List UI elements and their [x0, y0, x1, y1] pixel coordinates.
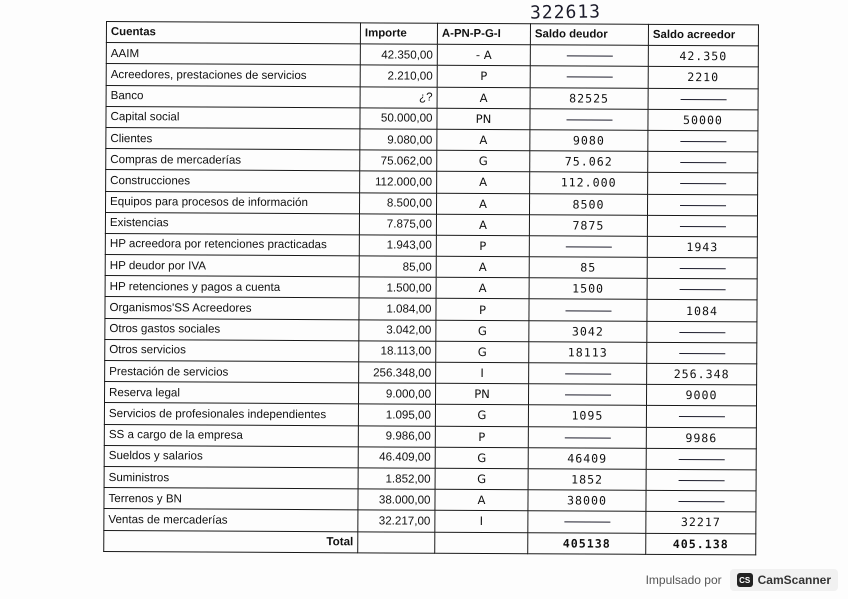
- cell-saldo-acreedor: [647, 257, 757, 279]
- cell-saldo-acreedor: [646, 406, 756, 428]
- cell-cuenta: Equipos para procesos de información: [105, 191, 359, 214]
- cell-cuenta: Sueldos y salarios: [104, 445, 358, 468]
- cell-saldo-deudor: [528, 426, 646, 448]
- total-acreedor: 405.138: [646, 533, 756, 555]
- cell-saldo-deudor: 38000: [528, 490, 646, 512]
- cell-cuenta: Servicios de profesionales independientes: [104, 403, 358, 426]
- camscanner-logo-icon: CS: [737, 573, 753, 587]
- cell-importe: 1.852,00: [358, 468, 435, 490]
- cell-saldo-deudor: 112.000: [530, 172, 648, 194]
- cell-saldo-acreedor: 256.348: [647, 363, 757, 385]
- cell-saldo-acreedor: [648, 173, 758, 195]
- cell-importe: 38.000,00: [358, 489, 435, 511]
- handwritten-dash: [566, 77, 612, 78]
- cell-saldo-deudor: [529, 236, 647, 258]
- cell-code: - A: [437, 44, 530, 66]
- cell-importe: 256.348,00: [359, 362, 436, 384]
- handwritten-dash: [564, 522, 610, 523]
- cell-saldo-deudor: 75.062: [530, 151, 648, 173]
- total-importe-empty: [358, 531, 435, 553]
- cell-code: I: [435, 511, 528, 533]
- cell-saldo-acreedor: [647, 215, 757, 237]
- cell-saldo-deudor: 1095: [528, 405, 646, 427]
- cell-importe: 1.943,00: [359, 235, 436, 257]
- handwritten-dash: [679, 353, 725, 354]
- cell-saldo-acreedor: [647, 342, 757, 364]
- cell-saldo-deudor: 8500: [529, 193, 647, 215]
- cell-cuenta: Otros servicios: [105, 339, 359, 362]
- cell-code: G: [437, 150, 530, 172]
- handwritten-dash: [678, 416, 724, 417]
- cell-code: A: [436, 214, 529, 236]
- total-code-empty: [435, 532, 528, 554]
- cell-saldo-acreedor: [648, 151, 758, 173]
- handwritten-dash: [679, 332, 725, 333]
- total-row: [104, 530, 756, 555]
- handwritten-dash: [679, 226, 725, 227]
- cell-saldo-acreedor: 42.350: [648, 46, 758, 68]
- cell-importe: 42.350,00: [360, 44, 437, 66]
- cell-saldo-acreedor: [646, 469, 756, 491]
- cell-saldo-acreedor: 32217: [646, 512, 756, 534]
- trial-balance-table: [103, 21, 759, 555]
- cell-code: A: [436, 256, 529, 278]
- cell-cuenta: HP acreedora por retenciones practicadas: [105, 233, 359, 256]
- cell-code: G: [435, 447, 528, 469]
- cell-code: A: [436, 277, 529, 299]
- handwritten-dash: [564, 437, 610, 438]
- cell-importe: ¿?: [360, 86, 437, 108]
- total-label: Total: [104, 530, 358, 553]
- cell-cuenta: SS a cargo de la empresa: [104, 424, 358, 447]
- cell-saldo-acreedor: [647, 279, 757, 301]
- cell-saldo-deudor: 9080: [530, 130, 648, 152]
- cell-importe: 7.875,00: [359, 214, 436, 236]
- handwritten-dash: [678, 480, 724, 481]
- cell-cuenta: Ventas de mercaderías: [104, 509, 358, 532]
- handwritten-dash: [565, 246, 611, 247]
- cell-cuenta: Terrenos y BN: [104, 488, 358, 511]
- cell-saldo-acreedor: 1084: [647, 300, 757, 322]
- cell-code: G: [436, 341, 529, 363]
- header-importe: Importe: [360, 23, 437, 45]
- cell-cuenta: Prestación de servicios: [105, 360, 359, 383]
- cell-cuenta: Construcciones: [106, 170, 360, 193]
- cell-code: P: [436, 235, 529, 257]
- cell-cuenta: HP retenciones y pagos a cuenta: [105, 276, 359, 299]
- handwritten-dash: [565, 310, 611, 311]
- cell-code: G: [435, 468, 528, 490]
- cell-importe: 112.000,00: [360, 171, 437, 193]
- cell-importe: 85,00: [359, 256, 436, 278]
- handwritten-dash: [680, 183, 726, 184]
- camscanner-badge[interactable]: [730, 569, 838, 591]
- cell-saldo-deudor: [529, 299, 647, 321]
- header-code: A-PN-P-G-I: [437, 23, 530, 45]
- cell-importe: 75.062,00: [360, 150, 437, 172]
- handwritten-dash: [565, 395, 611, 396]
- cell-importe: 9.000,00: [358, 383, 435, 405]
- cell-saldo-deudor: 18113: [529, 342, 647, 364]
- cell-cuenta: HP deudor por IVA: [105, 255, 359, 278]
- handwritten-dash: [680, 162, 726, 163]
- cell-importe: 32.217,00: [358, 510, 435, 532]
- cell-saldo-deudor: [530, 108, 648, 130]
- cell-importe: 46.409,00: [358, 447, 435, 469]
- cell-code: A: [437, 87, 530, 109]
- cell-saldo-deudor: [529, 363, 647, 385]
- cell-saldo-acreedor: [648, 130, 758, 152]
- camscanner-brand: CamScanner: [757, 573, 831, 587]
- cell-saldo-deudor: 3042: [529, 320, 647, 342]
- cell-importe: 1.095,00: [358, 404, 435, 426]
- powered-by-text: Impulsado por: [645, 573, 722, 587]
- handwritten-dash: [566, 119, 612, 120]
- cell-importe: 3.042,00: [359, 319, 436, 341]
- cell-saldo-deudor: 82525: [530, 87, 648, 109]
- handwritten-dash: [678, 501, 724, 502]
- cell-saldo-acreedor: [647, 194, 757, 216]
- header-saldo-acreedor: Saldo acreedor: [648, 24, 758, 46]
- cell-saldo-deudor: [528, 511, 646, 533]
- cell-saldo-deudor: [530, 45, 648, 67]
- handwritten-dash: [566, 56, 612, 57]
- cell-saldo-acreedor: 9000: [646, 385, 756, 407]
- cell-code: G: [435, 405, 528, 427]
- cell-cuenta: Organismos'SS Acreedores: [105, 297, 359, 320]
- cell-importe: 2.210,00: [360, 65, 437, 87]
- handwritten-dash: [680, 99, 726, 100]
- cell-code: P: [436, 299, 529, 321]
- cell-cuenta: Existencias: [105, 212, 359, 235]
- cell-cuenta: Acreedores, prestaciones de servicios: [106, 64, 360, 87]
- cell-cuenta: Suministros: [104, 466, 358, 489]
- handwritten-dash: [678, 459, 724, 460]
- handwritten-dash: [680, 141, 726, 142]
- table-body: [104, 43, 759, 534]
- cell-cuenta: Otros gastos sociales: [105, 318, 359, 341]
- cell-saldo-deudor: 1852: [528, 469, 646, 491]
- cell-saldo-acreedor: 50000: [648, 109, 758, 131]
- cell-code: A: [437, 129, 530, 151]
- cell-code: P: [435, 426, 528, 448]
- cell-code: A: [437, 172, 530, 194]
- cell-cuenta: AAIM: [106, 43, 360, 66]
- cell-importe: 9.080,00: [360, 129, 437, 151]
- cell-code: PN: [435, 383, 528, 405]
- cell-saldo-acreedor: 9986: [646, 427, 756, 449]
- cell-saldo-acreedor: [647, 321, 757, 343]
- cell-importe: 8.500,00: [359, 192, 436, 214]
- cell-code: A: [436, 193, 529, 215]
- cell-importe: 1.084,00: [359, 298, 436, 320]
- cell-saldo-deudor: 85: [529, 257, 647, 279]
- cell-saldo-acreedor: [646, 490, 756, 512]
- cell-code: PN: [437, 108, 530, 130]
- footer: [646, 569, 838, 591]
- cell-saldo-acreedor: 2210: [648, 67, 758, 89]
- cell-cuenta: Banco: [106, 85, 360, 108]
- cell-importe: 1.500,00: [359, 277, 436, 299]
- handwritten-dash: [679, 289, 725, 290]
- cell-saldo-deudor: [530, 66, 648, 88]
- cell-cuenta: Capital social: [106, 106, 360, 129]
- cell-saldo-acreedor: [646, 448, 756, 470]
- cell-saldo-acreedor: [648, 88, 758, 110]
- handwritten-dash: [680, 205, 726, 206]
- cell-cuenta: Clientes: [106, 127, 360, 150]
- cell-saldo-deudor: 46409: [528, 447, 646, 469]
- handwritten-dash: [679, 268, 725, 269]
- cell-importe: 18.113,00: [359, 341, 436, 363]
- cell-code: G: [436, 320, 529, 342]
- cell-importe: 50.000,00: [360, 108, 437, 130]
- handwritten-dash: [565, 374, 611, 375]
- cell-cuenta: Compras de mercaderías: [106, 149, 360, 172]
- cell-saldo-deudor: [528, 384, 646, 406]
- cell-code: P: [437, 66, 530, 88]
- header-cuentas: Cuentas: [106, 22, 360, 45]
- cell-saldo-deudor: 1500: [529, 278, 647, 300]
- cell-saldo-acreedor: 1943: [647, 236, 757, 258]
- total-deudor: 405138: [528, 532, 646, 554]
- header-saldo-deudor: Saldo deudor: [530, 24, 648, 46]
- cell-saldo-deudor: 7875: [529, 214, 647, 236]
- cell-importe: 9.986,00: [358, 425, 435, 447]
- handwritten-top-number: 322613: [529, 1, 602, 24]
- cell-code: A: [435, 489, 528, 511]
- cell-cuenta: Reserva legal: [105, 382, 359, 405]
- cell-code: I: [436, 362, 529, 384]
